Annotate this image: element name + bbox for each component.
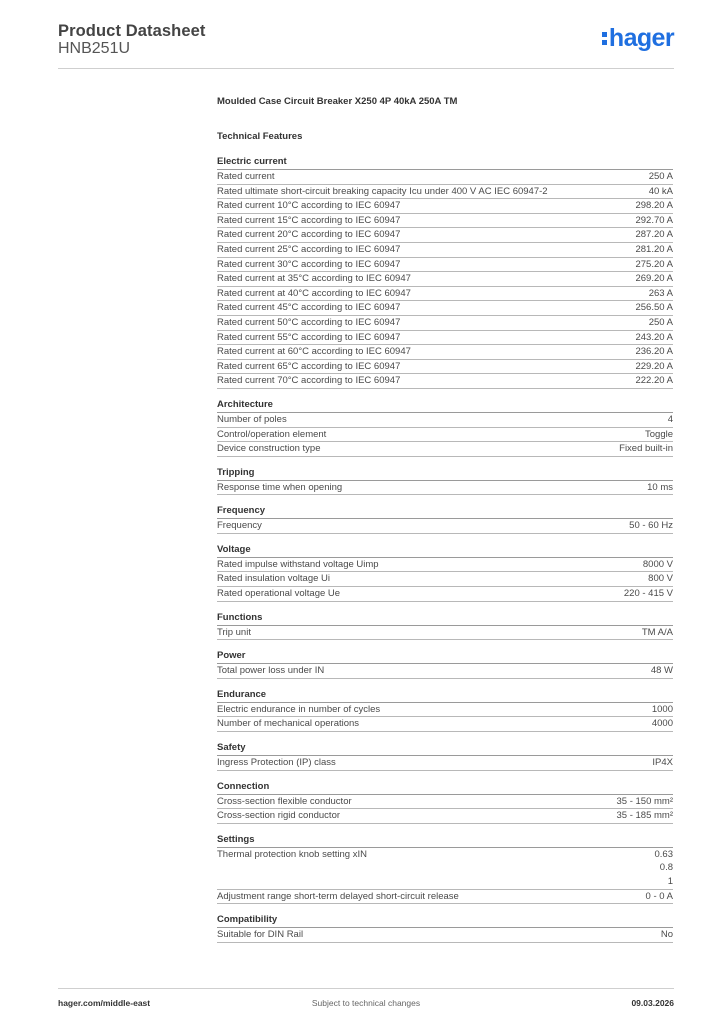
spec-row: [217, 428, 673, 443]
spec-value-line: 4: [667, 413, 673, 425]
logo-text: hager: [608, 24, 674, 52]
section-title: Connection: [217, 780, 673, 795]
feature-section: [217, 504, 673, 534]
feature-section: [217, 611, 673, 641]
spec-value-line: 10 ms: [647, 481, 673, 493]
spec-value: [652, 717, 673, 731]
spec-label: Number of poles: [217, 413, 287, 425]
spec-label: Trip unit: [217, 626, 251, 638]
spec-row: [217, 214, 673, 229]
spec-value-line: 50 - 60 Hz: [629, 520, 673, 532]
spec-value-line: 35 - 150 mm²: [616, 795, 673, 807]
spec-value-line: 292.70 A: [635, 214, 673, 226]
spec-value-line: 222.20 A: [635, 375, 673, 387]
spec-row: [217, 703, 673, 718]
spec-label: Rated operational voltage Ue: [217, 588, 341, 600]
spec-label: Rated current 45°C according to IEC 60947: [217, 302, 401, 314]
spec-value-line: 281.20 A: [635, 243, 673, 255]
spec-row: [217, 360, 673, 375]
spec-row: [217, 572, 673, 587]
spec-row: [217, 243, 673, 258]
spec-row: [217, 890, 673, 905]
feature-section: [217, 741, 673, 771]
spec-label: Rated current at 60°C according to IEC 60947: [217, 346, 411, 358]
spec-label: Rated current at 35°C according to IEC 60947: [217, 273, 411, 285]
spec-value-line: Fixed built-in: [619, 443, 673, 455]
spec-value-line: 236.20 A: [635, 346, 673, 358]
spec-row: [217, 301, 673, 316]
spec-value: [649, 185, 673, 199]
spec-value: [635, 214, 673, 228]
spec-label: Total power loss under IN: [217, 665, 325, 677]
spec-value-line: 229.20 A: [635, 360, 673, 372]
section-title: Power: [217, 649, 673, 664]
spec-row: [217, 795, 673, 810]
product-name: Moulded Case Circuit Breaker X250 4P 40kA 250A TM: [217, 96, 458, 107]
feature-section: [217, 543, 673, 602]
section-title: Compatibility: [217, 913, 673, 928]
section-title: Safety: [217, 741, 673, 756]
spec-value: [649, 170, 673, 184]
spec-value: [652, 756, 673, 770]
feature-section: [217, 398, 673, 457]
spec-value-line: 1000: [651, 703, 673, 715]
spec-row: [217, 374, 673, 389]
feature-section: [217, 833, 673, 904]
spec-row: [217, 928, 673, 943]
spec-label: Rated current: [217, 171, 275, 182]
spec-label: Number of mechanical operations: [217, 718, 360, 730]
spec-value-line: 800 V: [648, 573, 673, 585]
spec-value: [617, 795, 674, 809]
spec-value-line: No: [660, 929, 673, 941]
spec-row: [217, 272, 673, 287]
spec-value: [642, 626, 673, 640]
spec-label: Rated current 70°C according to IEC 60947: [217, 375, 401, 387]
spec-value: [635, 258, 673, 272]
spec-value: [635, 301, 673, 315]
spec-label: Rated current 25°C according to IEC 60947: [217, 243, 401, 255]
feature-section: [217, 780, 673, 824]
spec-value-line: 256.50 A: [635, 302, 673, 314]
spec-value: [645, 428, 673, 442]
spec-value: [617, 809, 674, 823]
spec-row: [217, 442, 673, 457]
spec-value-line: 250 A: [648, 316, 673, 328]
section-title: Voltage: [217, 543, 673, 558]
spec-value: [649, 316, 673, 330]
spec-value-line: Toggle: [645, 428, 673, 440]
spec-value-line: 1: [667, 876, 673, 887]
spec-label: Cross-section rigid conductor: [217, 810, 341, 822]
spec-value: [635, 345, 673, 359]
spec-row: [217, 228, 673, 243]
header-divider: [58, 68, 674, 69]
spec-value: [651, 664, 673, 678]
spec-value: [635, 360, 673, 374]
spec-row: [217, 809, 673, 824]
feature-section: [217, 466, 673, 496]
document-title: Product Datasheet: [58, 22, 206, 40]
spec-value-line: 263 A: [648, 287, 673, 299]
hager-logo: [602, 24, 674, 53]
spec-row: [217, 481, 673, 496]
page-header: [58, 20, 674, 68]
spec-value-line: 220 - 415 V: [623, 588, 673, 600]
spec-row: [217, 587, 673, 602]
spec-row: [217, 170, 673, 185]
spec-value: [635, 228, 673, 242]
spec-row: [217, 316, 673, 331]
spec-label: Adjustment range short-term delayed short-circuit release: [217, 890, 459, 902]
section-title: Endurance: [217, 688, 673, 703]
spec-value: [629, 519, 673, 533]
spec-label: Rated current 15°C according to IEC 60947: [217, 214, 401, 226]
spec-value: [647, 481, 673, 495]
spec-value-line: 48 W: [650, 665, 673, 677]
spec-value-line: IP4X: [652, 757, 673, 769]
spec-value: [635, 199, 673, 213]
spec-value-line: 243.20 A: [635, 331, 673, 343]
spec-value: [635, 331, 673, 345]
spec-value: [619, 442, 673, 456]
spec-value-line: 250 A: [648, 171, 673, 182]
spec-row: [217, 185, 673, 200]
spec-row: [217, 848, 673, 890]
spec-value-line: 35 - 185 mm²: [616, 810, 673, 822]
feature-section: [217, 155, 673, 389]
spec-label: Rated current 55°C according to IEC 60947: [217, 331, 401, 343]
spec-value: [661, 928, 673, 942]
spec-label: Rated current 20°C according to IEC 60947: [217, 229, 401, 241]
spec-value-line: 275.20 A: [635, 258, 673, 270]
spec-value: [648, 572, 673, 586]
spec-value-line: 298.20 A: [635, 200, 673, 212]
datasheet-content: [217, 95, 673, 952]
spec-label: Ingress Protection (IP) class: [217, 757, 336, 769]
spec-value: [635, 374, 673, 388]
spec-label: Rated current 10°C according to IEC 60947: [217, 200, 401, 212]
spec-label: Frequency: [217, 520, 262, 532]
spec-row: [217, 664, 673, 679]
spec-row: [217, 626, 673, 641]
section-title: Settings: [217, 833, 673, 848]
spec-value: [635, 243, 673, 257]
spec-value-line: 4000: [651, 718, 673, 730]
section-title: Functions: [217, 611, 673, 626]
spec-value-line: 0.8: [659, 862, 673, 874]
technical-features-heading: Technical Features: [217, 131, 303, 142]
spec-row: [217, 717, 673, 732]
spec-label: Control/operation element: [217, 428, 327, 440]
spec-row: [217, 331, 673, 346]
feature-sections: [217, 155, 673, 943]
feature-section: [217, 913, 673, 943]
section-title: Electric current: [217, 155, 673, 170]
feature-section: [217, 688, 673, 732]
product-code: HNB251U: [58, 40, 131, 57]
spec-value: [649, 287, 673, 301]
spec-label: Electric endurance in number of cycles: [217, 703, 381, 715]
spec-value-line: 287.20 A: [635, 229, 673, 241]
spec-label: Suitable for DIN Rail: [217, 929, 304, 941]
spec-label: Rated ultimate short-circuit breaking capacity Icu under 400 V AC IEC 60947-2: [217, 185, 548, 197]
spec-value: [643, 558, 673, 572]
spec-value-line: 269.20 A: [635, 273, 673, 285]
spec-label: Thermal protection knob setting xIN: [217, 848, 367, 860]
spec-label: Rated insulation voltage Ui: [217, 573, 331, 585]
page-footer: [58, 988, 674, 1008]
spec-row: [217, 519, 673, 534]
spec-value: [624, 587, 673, 601]
spec-value: [635, 272, 673, 286]
feature-section: [217, 649, 673, 679]
spec-row: [217, 345, 673, 360]
spec-value-line: 0.63: [654, 848, 673, 860]
footer-notice: Subject to technical changes: [311, 998, 421, 1008]
spec-label: Rated current at 40°C according to IEC 60947: [217, 287, 411, 299]
section-title: Frequency: [217, 504, 673, 519]
spec-value-line: TM A/A: [641, 626, 673, 638]
logo-dots-icon: [602, 30, 607, 45]
spec-value-line: 8000 V: [642, 558, 673, 570]
spec-label: Device construction type: [217, 443, 321, 455]
section-title: Tripping: [217, 466, 673, 481]
footer-date: 09.03.2026: [631, 998, 674, 1008]
spec-label: Response time when opening: [217, 481, 343, 493]
spec-value: [652, 703, 673, 717]
spec-label: Cross-section flexible conductor: [217, 795, 352, 807]
spec-value: [655, 848, 674, 889]
spec-row: [217, 287, 673, 302]
spec-label: Rated impulse withstand voltage Uimp: [217, 558, 379, 570]
spec-value: [668, 413, 673, 427]
section-title: Architecture: [217, 398, 673, 413]
spec-row: [217, 413, 673, 428]
spec-value-line: 40 kA: [648, 185, 673, 197]
footer-website[interactable]: hager.com/middle-east: [58, 998, 151, 1008]
spec-row: [217, 756, 673, 771]
spec-value: [646, 890, 673, 904]
spec-row: [217, 199, 673, 214]
spec-row: [217, 558, 673, 573]
spec-row: [217, 258, 673, 273]
spec-label: Rated current 65°C according to IEC 60947: [217, 360, 401, 372]
spec-label: Rated current 30°C according to IEC 60947: [217, 258, 401, 270]
spec-label: Rated current 50°C according to IEC 60947: [217, 316, 401, 328]
spec-value-line: 0 - 0 A: [645, 890, 673, 902]
